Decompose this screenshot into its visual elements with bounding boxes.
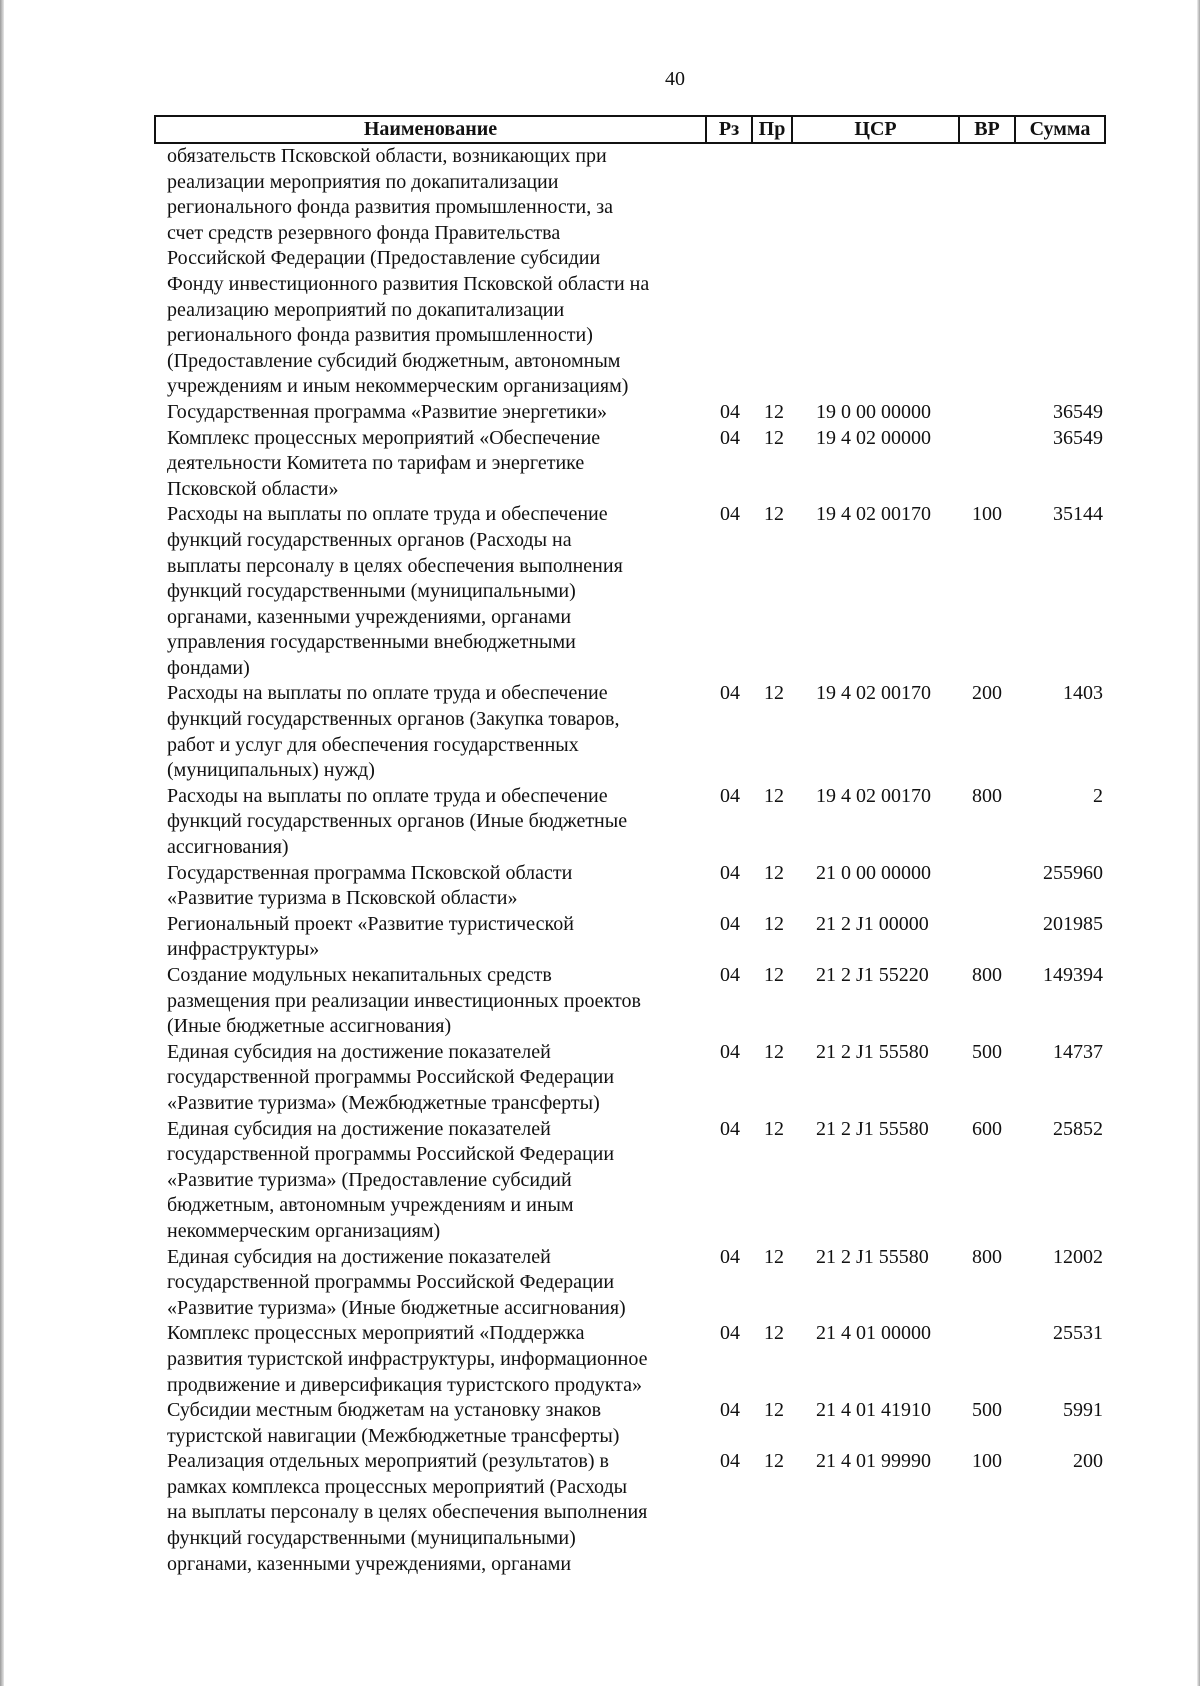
row-name: [155, 426, 706, 503]
row-name: [155, 861, 706, 912]
row-csr: 19 4 02 00170: [816, 784, 931, 807]
row-name-line: развития туристской инфраструктуры, информационное: [167, 1347, 648, 1370]
row-sum: 201985: [1043, 912, 1103, 935]
row-vr: [959, 400, 1015, 426]
row-name-line: государственной программы Российской Федерации: [167, 1143, 615, 1166]
row-csr: 21 2 J1 55580: [816, 1040, 929, 1063]
row-name-line: (Иные бюджетные ассигнования): [167, 1015, 452, 1038]
row-pr: [752, 143, 792, 400]
row-name-line: обязательств Псковской области, возникающих при: [167, 145, 607, 167]
header-pr: Пр: [752, 116, 792, 143]
row-vr: 500: [972, 1040, 1002, 1063]
row-rz: 04: [720, 682, 740, 705]
table-row: [155, 143, 1105, 400]
row-rz: 04: [720, 861, 740, 884]
row-name-line: Государственная программа Псковской области: [167, 861, 573, 884]
table-row: [155, 1321, 1105, 1398]
row-name-line: рамках комплекса процессных мероприятий (Расходы: [167, 1475, 628, 1498]
row-rz: 04: [720, 503, 740, 526]
row-sum: [1015, 143, 1105, 400]
row-name: [155, 912, 706, 963]
row-name-line: функций государственными (муниципальными): [167, 1527, 576, 1550]
row-name-line: Реализация отдельных мероприятий (результатов) в: [167, 1450, 609, 1473]
row-name-line: Государственная программа «Развитие энергетики»: [167, 400, 608, 423]
row-name-line: Единая субсидия на достижение показателей: [167, 1040, 551, 1063]
row-pr: 12: [764, 503, 784, 526]
row-name-line: «Развитие туризма» (Предоставление субсидий: [167, 1168, 572, 1191]
row-pr: 12: [764, 1450, 784, 1473]
row-name-line: Расходы на выплаты по оплате труда и обеспечение: [167, 784, 608, 807]
row-csr: 21 0 00 00000: [816, 861, 931, 884]
row-name: [155, 963, 706, 1040]
row-pr: 12: [764, 964, 784, 986]
row-name: [155, 1040, 706, 1117]
row-vr: 200: [972, 682, 1002, 705]
row-pr: 12: [764, 1399, 784, 1422]
header-name: Наименование: [155, 116, 706, 143]
row-rz: 04: [720, 784, 740, 807]
header-rz: Рз: [706, 116, 752, 143]
table-row: [155, 1449, 1105, 1577]
row-sum: 149394: [1043, 964, 1103, 986]
row-name-line: Расходы на выплаты по оплате труда и обеспечение: [167, 682, 608, 705]
row-name-line: (Предоставление субсидий бюджетным, автономным: [167, 349, 621, 372]
row-vr: [959, 426, 1015, 503]
row-pr: 12: [764, 426, 784, 449]
row-name-line: Субсидии местным бюджетам на установку знаков: [167, 1399, 602, 1422]
table-row: [155, 784, 1105, 861]
table-row: [155, 426, 1105, 503]
row-name-line: регионального фонда развития промышленности): [167, 324, 593, 347]
row-sum: 200: [1073, 1450, 1103, 1473]
row-csr: 19 4 02 00170: [816, 503, 931, 526]
row-sum: 36549: [1053, 400, 1103, 423]
row-vr: 600: [972, 1117, 1002, 1140]
row-name-line: «Развитие туризма в Псковской области»: [167, 887, 518, 910]
row-name-line: реализацию мероприятий по докапитализации: [167, 298, 565, 321]
row-name-line: Региональный проект «Развитие туристической: [167, 912, 574, 935]
row-pr: 12: [764, 784, 784, 807]
row-rz: 04: [720, 912, 740, 935]
row-name-line: работ и услуг для обеспечения государственных: [167, 733, 579, 756]
table-header: [155, 116, 1105, 143]
row-name: [155, 502, 706, 681]
row-name-line: продвижение и диверсификация туристского продукта»: [167, 1373, 643, 1396]
table-row: [155, 1398, 1105, 1449]
row-rz: 04: [720, 964, 740, 986]
row-csr: 21 2 J1 00000: [816, 912, 929, 935]
row-name: [155, 1398, 706, 1449]
row-name-line: учреждениям и иным некоммерческим организациям): [167, 375, 629, 398]
row-name-line: Комплекс процессных мероприятий «Обеспечение: [167, 426, 601, 449]
row-csr: 19 4 02 00170: [816, 682, 931, 705]
row-csr: 19 0 00 00000: [816, 400, 931, 423]
row-csr: [792, 143, 959, 400]
row-sum: 25531: [1053, 1322, 1103, 1345]
header-sum: Сумма: [1015, 116, 1105, 143]
row-name-line: управления государственными внебюджетными: [167, 631, 576, 654]
row-sum: 1403: [1063, 682, 1103, 705]
row-csr: 21 2 J1 55220: [816, 964, 929, 986]
row-vr: 100: [972, 503, 1002, 526]
table-body: [155, 143, 1105, 1577]
row-pr: 12: [764, 682, 784, 705]
row-name: [155, 400, 706, 426]
row-name-line: Расходы на выплаты по оплате труда и обеспечение: [167, 503, 608, 526]
row-name-line: функций государственных органов (Закупка товаров,: [167, 708, 620, 731]
row-pr: 12: [764, 1322, 784, 1345]
row-rz: 04: [720, 400, 740, 423]
page-number: 40: [665, 68, 685, 90]
row-name-line: Российской Федерации (Предоставление субсидии: [167, 247, 601, 270]
row-name-line: функций государственными (муниципальными): [167, 580, 576, 603]
row-rz: 04: [720, 1450, 740, 1473]
row-name: [155, 784, 706, 861]
table-row: [155, 681, 1105, 783]
row-pr: 12: [764, 1245, 784, 1268]
row-name: [155, 1321, 706, 1398]
row-vr: 100: [972, 1450, 1002, 1473]
row-name-line: Псковской области»: [167, 477, 339, 500]
row-csr: 21 2 J1 55580: [816, 1117, 929, 1140]
row-name-line: Единая субсидия на достижение показателей: [167, 1117, 551, 1140]
row-name-line: Фонду инвестиционного развития Псковской области на: [167, 272, 650, 295]
row-rz: 04: [720, 1040, 740, 1063]
row-vr: 800: [972, 964, 1002, 986]
row-vr: [959, 1321, 1015, 1398]
table-row: [155, 1117, 1105, 1245]
row-name-line: деятельности Комитета по тарифам и энергетике: [167, 452, 585, 475]
row-rz: [706, 143, 752, 400]
header-row: [155, 116, 1105, 143]
table-row: [155, 1245, 1105, 1322]
row-sum: 12002: [1053, 1245, 1103, 1268]
budget-table: [154, 115, 1106, 1577]
row-name-line: органами, казенными учреждениями, органами: [167, 1552, 572, 1575]
row-sum: 5991: [1063, 1399, 1103, 1422]
row-vr: 800: [972, 784, 1002, 807]
row-name: [155, 143, 706, 400]
scan-edge-left: [0, 0, 4, 1686]
row-name: [155, 681, 706, 783]
row-name-line: фондами): [167, 656, 250, 679]
row-rz: 04: [720, 1399, 740, 1422]
row-name-line: реализации мероприятия по докапитализации: [167, 170, 559, 193]
row-name-line: Создание модульных некапитальных средств: [167, 964, 552, 986]
row-name-line: Комплекс процессных мероприятий «Поддержка: [167, 1322, 585, 1345]
row-vr: 800: [972, 1245, 1002, 1268]
row-name-line: выплаты персоналу в целях обеспечения выполнения: [167, 554, 623, 577]
row-name-line: государственной программы Российской Федерации: [167, 1066, 615, 1089]
row-pr: 12: [764, 861, 784, 884]
table-row: [155, 963, 1105, 1040]
row-name-line: регионального фонда развития промышленности, за: [167, 196, 614, 219]
row-sum: 14737: [1053, 1040, 1103, 1063]
row-name-line: государственной программы Российской Федерации: [167, 1271, 615, 1294]
row-name-line: размещения при реализации инвестиционных проектов: [167, 989, 641, 1012]
table-row: [155, 912, 1105, 963]
row-csr: 21 4 01 41910: [816, 1399, 931, 1422]
row-name-line: бюджетным, автономным учреждениям и иным: [167, 1194, 574, 1217]
row-name-line: функций государственных органов (Иные бюджетные: [167, 810, 628, 833]
row-csr: 19 4 02 00000: [816, 426, 931, 449]
table-row: [155, 1040, 1105, 1117]
row-sum: 35144: [1053, 503, 1103, 526]
row-vr: [959, 143, 1015, 400]
row-name-line: функций государственных органов (Расходы на: [167, 528, 572, 551]
row-vr: 500: [972, 1399, 1002, 1422]
row-name-line: органами, казенными учреждениями, органами: [167, 605, 572, 628]
row-rz: 04: [720, 1117, 740, 1140]
row-sum: 255960: [1043, 861, 1103, 884]
row-rz: 04: [720, 1245, 740, 1268]
row-name: [155, 1449, 706, 1577]
row-name-line: Единая субсидия на достижение показателей: [167, 1245, 551, 1268]
row-vr: [959, 912, 1015, 963]
row-name-line: инфраструктуры»: [167, 938, 320, 961]
row-name: [155, 1245, 706, 1322]
row-name-line: некоммерческим организациям): [167, 1219, 441, 1242]
row-csr: 21 4 01 99990: [816, 1450, 931, 1473]
row-name-line: (муниципальных) нужд): [167, 759, 375, 782]
table-row: [155, 861, 1105, 912]
row-pr: 12: [764, 912, 784, 935]
row-name: [155, 1117, 706, 1245]
row-name-line: на выплаты персоналу в целях обеспечения выполнения: [167, 1501, 648, 1524]
table-row: [155, 400, 1105, 426]
row-rz: 04: [720, 1322, 740, 1345]
row-sum: 2: [1093, 784, 1103, 807]
row-sum: 36549: [1053, 426, 1103, 449]
table-row: [155, 502, 1105, 681]
row-name-line: «Развитие туризма» (Иные бюджетные ассигнования): [167, 1296, 626, 1319]
row-pr: 12: [764, 1040, 784, 1063]
header-vr: ВР: [959, 116, 1015, 143]
row-rz: 04: [720, 426, 740, 449]
row-name-line: счет средств резервного фонда Правительства: [167, 221, 561, 244]
row-name-line: ассигнования): [167, 836, 289, 859]
row-csr: 21 4 01 00000: [816, 1322, 931, 1345]
header-csr: ЦСР: [792, 116, 959, 143]
row-name-line: «Развитие туризма» (Межбюджетные трансферты): [167, 1091, 600, 1114]
row-pr: 12: [764, 1117, 784, 1140]
row-vr: [959, 861, 1015, 912]
row-sum: 25852: [1053, 1117, 1103, 1140]
row-name-line: туристской навигации (Межбюджетные трансферты): [167, 1424, 620, 1447]
row-csr: 21 2 J1 55580: [816, 1245, 929, 1268]
row-pr: 12: [764, 400, 784, 423]
